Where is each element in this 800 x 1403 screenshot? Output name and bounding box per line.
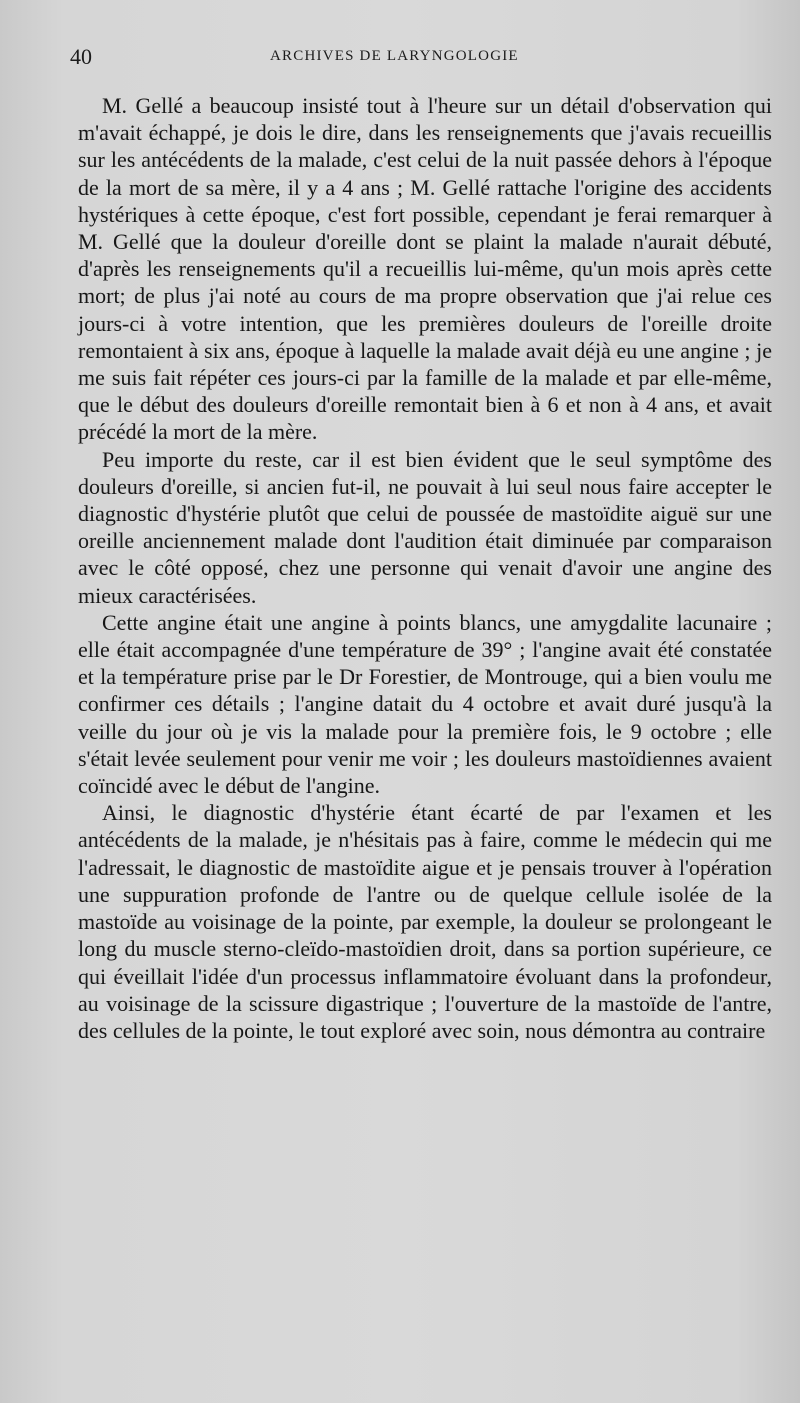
- paragraph: Peu importe du reste, car il est bien évident que le seul symptôme des douleurs d'oreille, si ancien fut-il, ne pouvait à lui seul nous faire accepter le diagnostic d'hystérie plutôt que celui de poussée de mastoïdite aiguë sur une oreille anciennement malade dont l'audition était diminuée par comparaison avec le côté opposé, chez une personne qui venait d'avoir une angine des mieux caractérisées.: [78, 446, 772, 608]
- paragraph: Ainsi, le diagnostic d'hystérie étant écarté de par l'examen et les antécédents de la malade, je n'hésitais pas à faire, comme le médecin qui me l'adressait, le diagnostic de mastoïdite aigue et je pensais trouver à l'opération une suppuration profonde de l'antre ou de quelque cellule isolée de la mastoïde au voisinage de la pointe, par exemple, la douleur se prolongeant le long du muscle sterno-cleïdo-mastoïdien droit, dans sa portion supérieure, ce qui éveillait l'idée d'un processus inflammatoire évoluant dans la profondeur, au voisinage de la scissure digastrique ; l'ouverture de la mastoïde de l'antre, des cellules de la pointe, le tout exploré avec soin, nous démontra au contraire: [78, 800, 772, 1043]
- paragraph: Cette angine était une angine à points blancs, une amygdalite lacunaire ; elle était accompagnée d'une température de 39° ; l'angine avait été constatée et la température prise par le Dr Forestier, de Montrouge, qui a bien voulu me confirmer ces détails ; l'angine datait du 4 octobre et avait duré jusqu'à la veille du jour où je vis la malade pour la première fois, le 9 octobre ; elle s'était levée seulement pour venir me voir ; les douleurs mastoïdiennes avaient coïncidé avec le début de l'angine.: [78, 609, 772, 799]
- paragraph: M. Gellé a beaucoup insisté tout à l'heure sur un détail d'observation qui m'avait échappé, je dois le dire, dans les renseignements que j'avais recueillis sur les antécédents de la malade, c'est celui de la nuit passée dehors à l'époque de la mort de sa mère, il y a 4 ans ; M. Gellé rattache l'origine des accidents hystériques à cette époque, c'est fort possible, cependant je ferai remarquer à M. Gellé que la douleur d'oreille dont se plaint la malade n'aurait débuté, d'après les renseignements qu'il a recueillis lui-même, qu'un mois après cette mort; de plus j'ai noté au cours de ma propre observation que j'ai relue ces jours-ci à votre intention, que les premières douleurs de l'oreille droite remontaient à six ans, époque à laquelle la malade avait déjà eu une angine ; je me suis fait répéter ces jours-ci par la famille de la malade et par elle-même, que le début des douleurs d'oreille remontait bien à 6 et non à 4 ans, et avait précédé la mort de la mère.: [78, 93, 772, 445]
- page-header: [70, 44, 780, 76]
- page-number: 40: [70, 44, 92, 69]
- running-head: ARCHIVES DE LARYNGOLOGIE: [270, 48, 519, 64]
- body-text: [78, 92, 772, 1044]
